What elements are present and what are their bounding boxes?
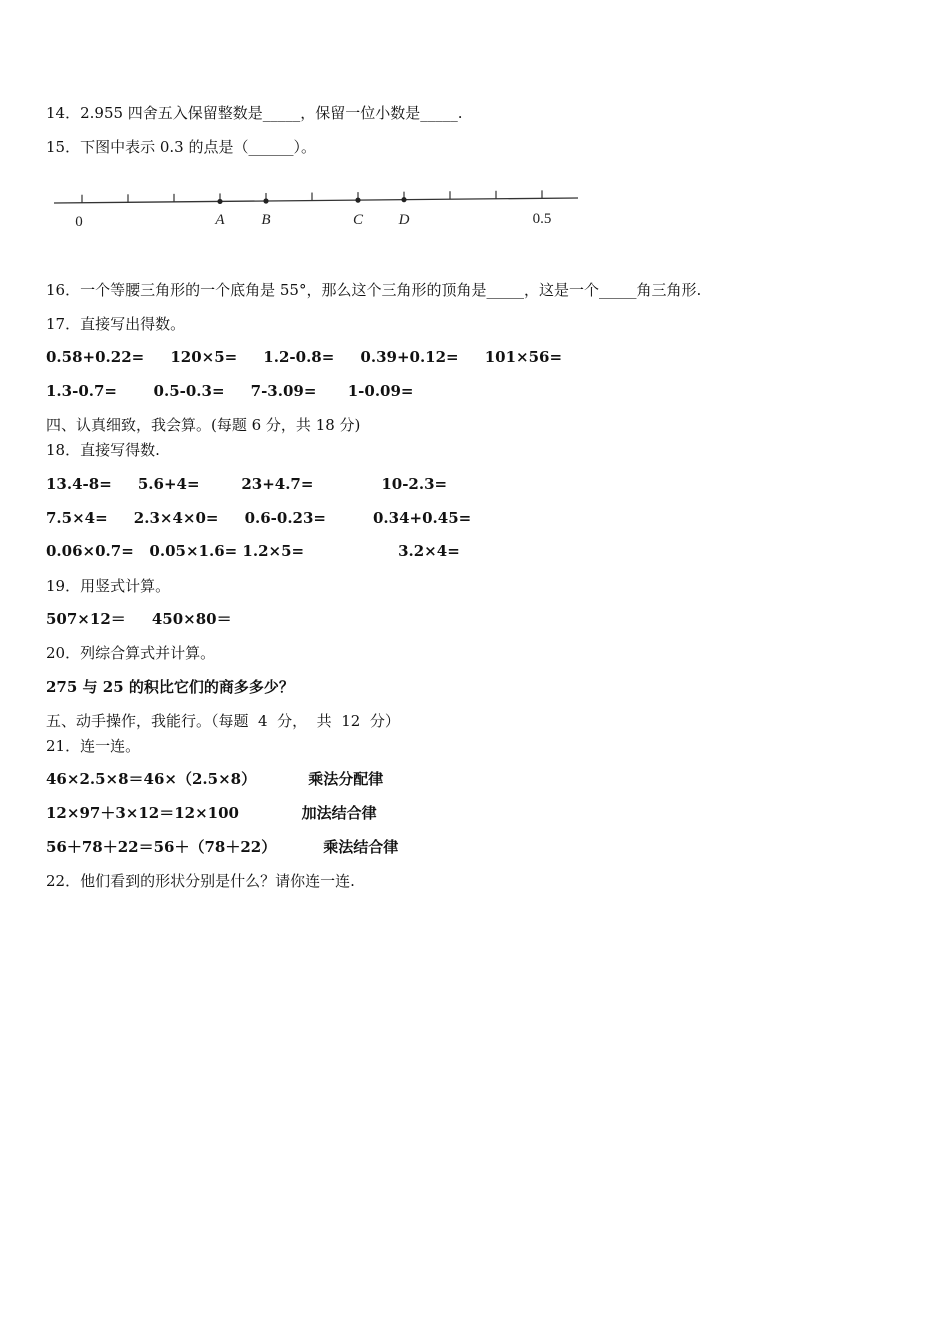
number-line-figure bbox=[50, 178, 590, 234]
q21-row-2: 12×97＋3×12＝12×100 加法结合律 bbox=[46, 804, 377, 822]
point-c-label: C bbox=[352, 212, 364, 228]
question-18: 18．直接写得数. bbox=[46, 441, 160, 459]
q17-row-2: 1.3-0.7= 0.5-0.3= 7-3.09= 1-0.09= bbox=[46, 382, 414, 400]
point-d-dot bbox=[401, 197, 406, 202]
question-20: 20．列综合算式并计算。 bbox=[46, 644, 216, 662]
number-line-zero-label: 0 bbox=[75, 214, 83, 230]
question-16: 16．一个等腰三角形的一个底角是 55°，那么这个三角形的顶角是_____，这是一个_____角三角形. bbox=[46, 281, 702, 299]
q18-row-1: 13.4-8= 5.6+4= 23+4.7= 10-2.3= bbox=[46, 475, 448, 493]
section-4-heading: 四、认真细致，我会算。(每题 6 分，共 18 分) bbox=[46, 416, 361, 434]
point-b-label: B bbox=[261, 212, 271, 228]
question-17: 17．直接写出得数。 bbox=[46, 315, 186, 333]
question-22: 22．他们看到的形状分别是什么？请你连一连. bbox=[46, 872, 355, 890]
q18-row-3: 0.06×0.7= 0.05×1.6= 1.2×5= 3.2×4= bbox=[46, 542, 460, 560]
question-14: 14．2.955 四舍五入保留整数是_____，保留一位小数是_____. bbox=[46, 104, 463, 122]
q21-row-1: 46×2.5×8＝46×（2.5×8） 乘法分配律 bbox=[46, 770, 384, 788]
point-b-dot bbox=[263, 198, 268, 203]
point-a-label: A bbox=[215, 212, 225, 228]
question-21: 21．连一连。 bbox=[46, 737, 141, 755]
point-d-label: D bbox=[398, 212, 410, 228]
q17-row-1: 0.58+0.22= 120×5= 1.2-0.8= 0.39+0.12= 101×56= bbox=[46, 348, 563, 366]
q18-row-2: 7.5×4= 2.3×4×0= 0.6-0.23= 0.34+0.45= bbox=[46, 509, 472, 527]
q20-text: 275 与 25 的积比它们的商多多少？ bbox=[46, 678, 294, 696]
point-a-dot bbox=[217, 199, 222, 204]
question-15: 15．下图中表示 0.3 的点是（______）。 bbox=[46, 138, 316, 156]
question-19: 19．用竖式计算。 bbox=[46, 577, 171, 595]
number-line-axis bbox=[54, 198, 578, 203]
point-c-dot bbox=[355, 197, 360, 202]
q21-row-3: 56＋78＋22＝56＋（78＋22） 乘法结合律 bbox=[46, 838, 399, 856]
q19-row: 507×12＝ 450×80＝ bbox=[46, 610, 232, 628]
number-line-end-label: 0.5 bbox=[532, 211, 552, 227]
section-5-heading: 五、动手操作，我能行。（每题 4 分， 共 12 分） bbox=[46, 712, 400, 730]
